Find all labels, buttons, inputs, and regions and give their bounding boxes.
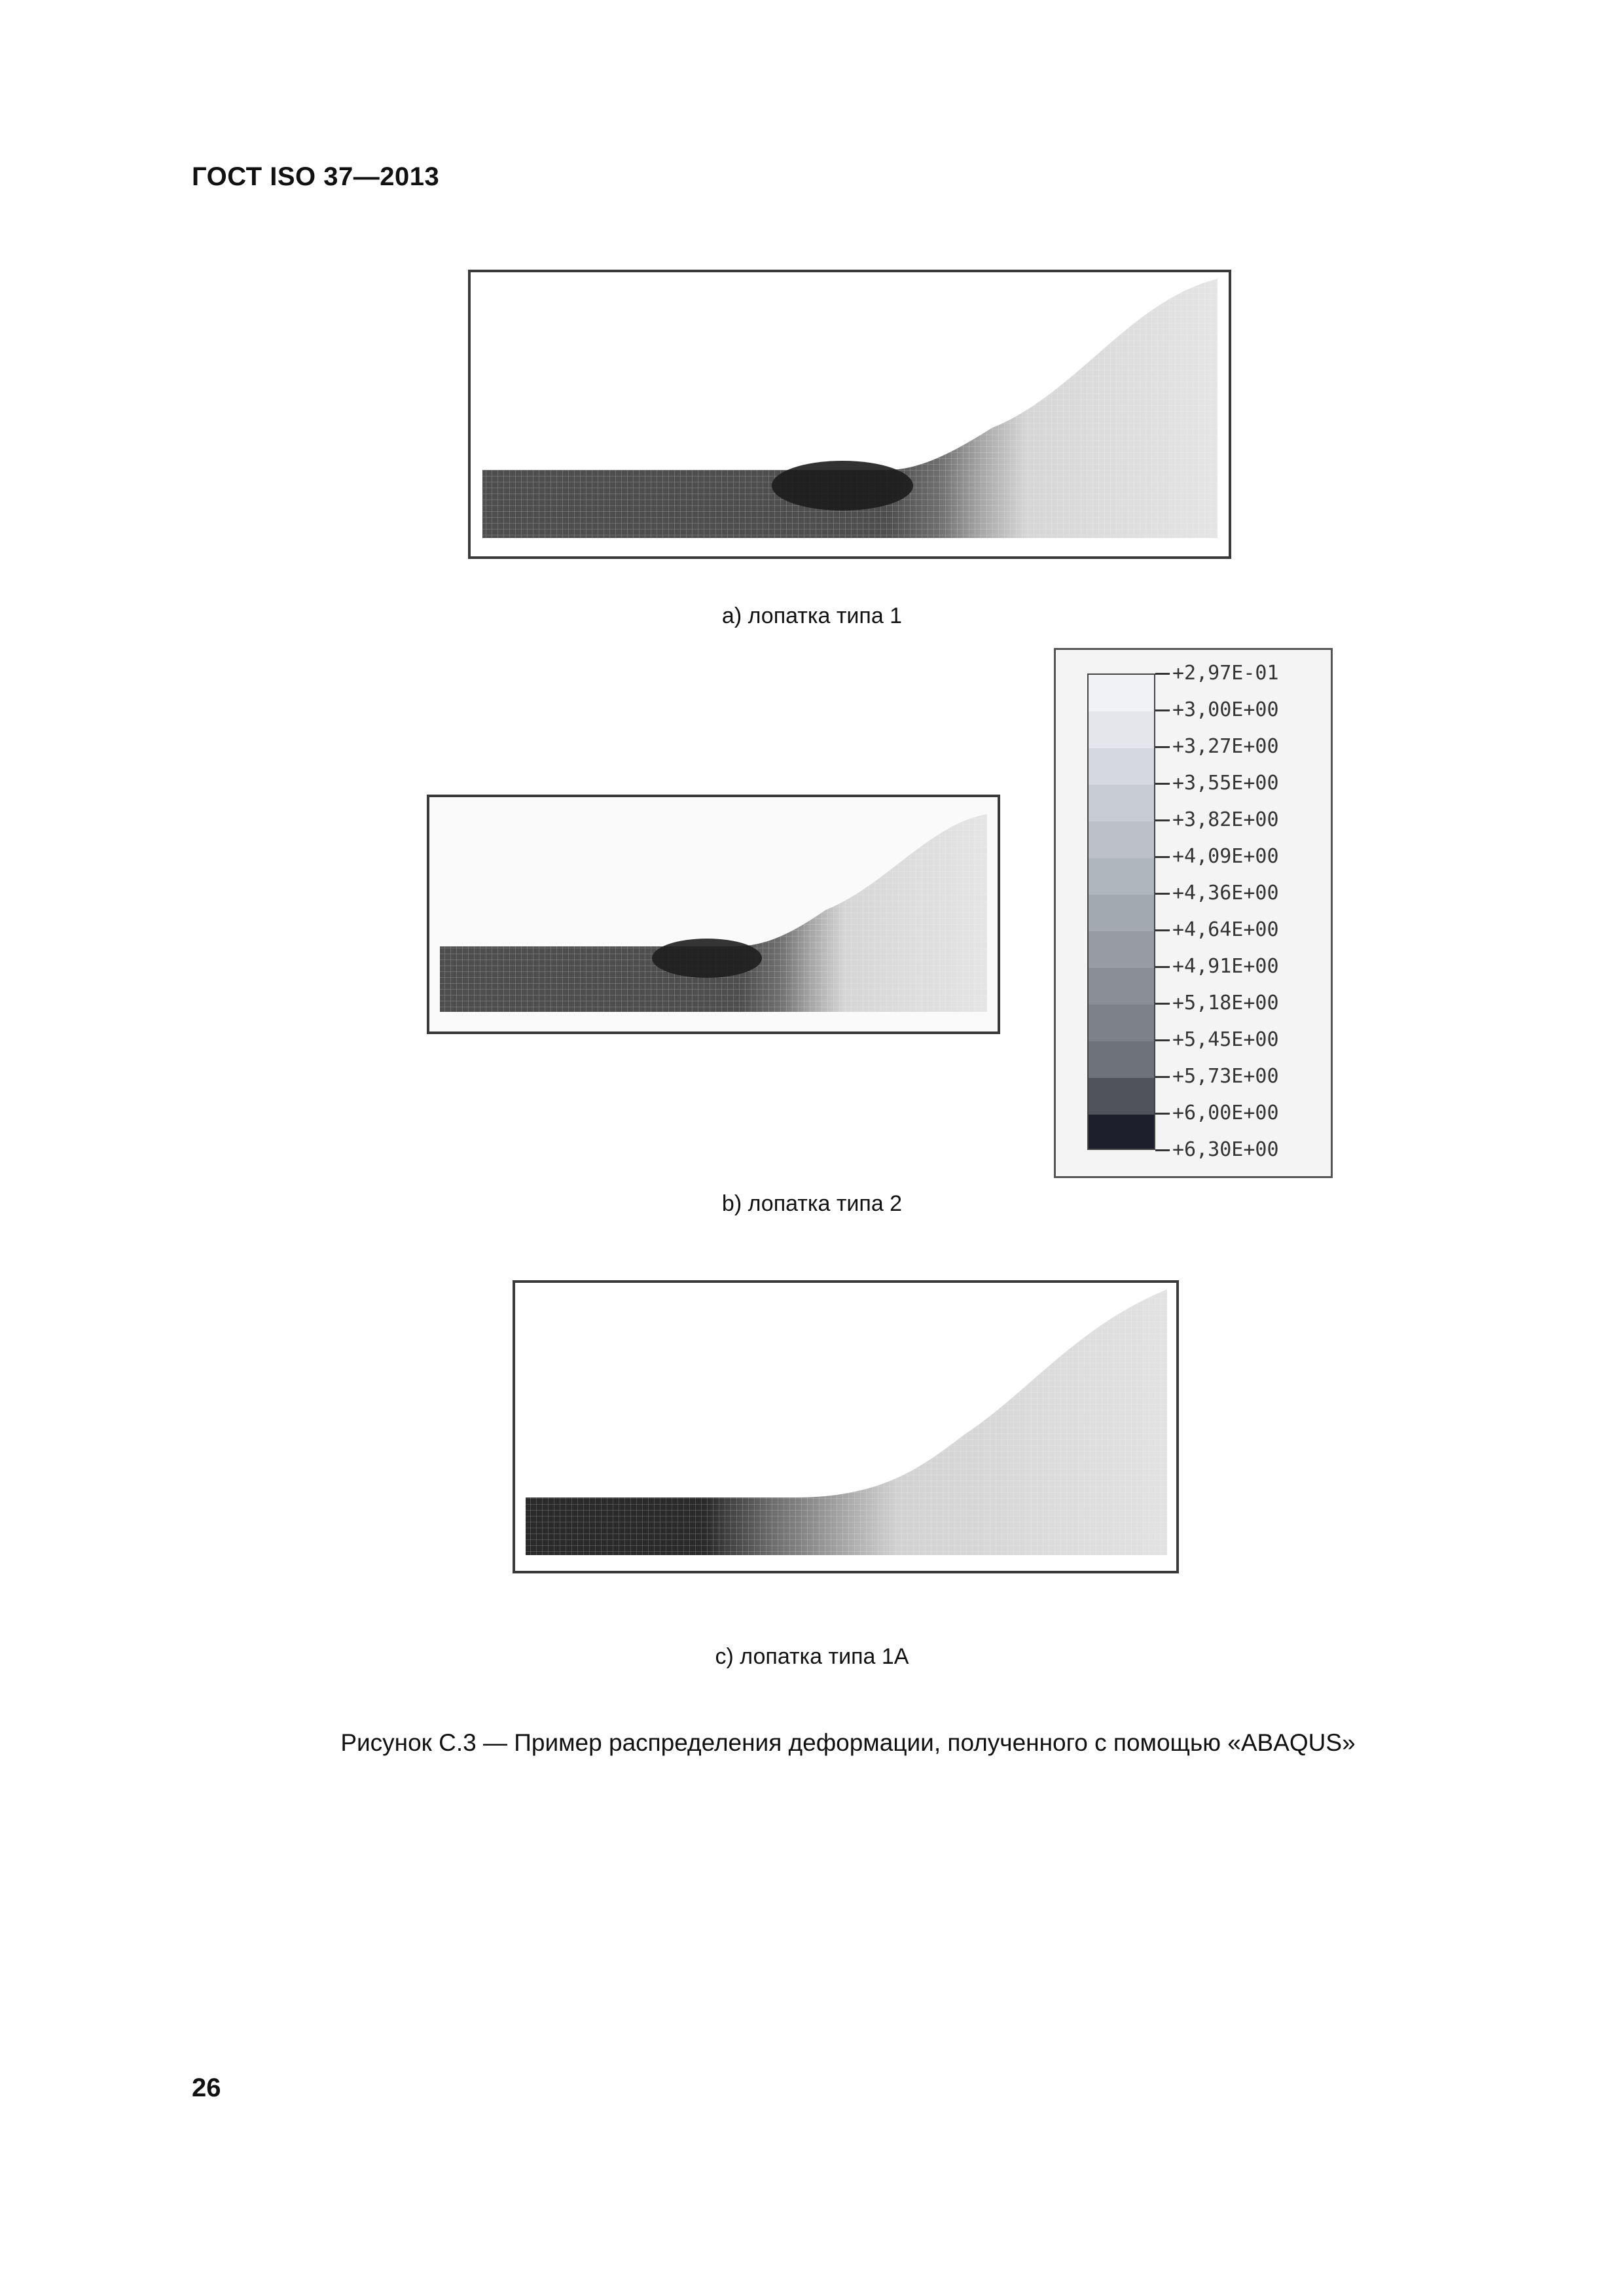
panel-a-strain-plot	[468, 270, 1231, 559]
figure-title: Рисунок С.3 — Пример распределения деформации, полученного с помощью «ABAQUS»	[340, 1729, 1356, 1756]
legend-band	[1089, 821, 1154, 858]
legend-band	[1089, 675, 1154, 711]
strain-hotspot	[772, 461, 913, 511]
legend-label: +5,18E+00	[1155, 990, 1279, 1016]
legend-label: +3,82E+00	[1155, 807, 1279, 833]
strain-legend	[1054, 648, 1333, 1178]
panel-b-caption: b) лопатка типа 2	[721, 1191, 903, 1216]
legend-label: +3,27E+00	[1155, 734, 1279, 760]
legend-color-bar	[1087, 673, 1155, 1150]
legend-band	[1089, 931, 1154, 968]
panel-b-strain-plot	[427, 795, 1000, 1034]
legend-label: +5,73E+00	[1155, 1064, 1279, 1090]
legend-band	[1089, 711, 1154, 748]
legend-band	[1089, 968, 1154, 1005]
legend-band	[1089, 1005, 1154, 1041]
legend-label: +3,55E+00	[1155, 770, 1279, 797]
legend-band	[1089, 1041, 1154, 1078]
legend-band	[1089, 895, 1154, 931]
legend-label: +2,97E-01	[1155, 660, 1279, 687]
legend-band	[1089, 748, 1154, 785]
panel-c-strain-plot	[513, 1280, 1179, 1573]
legend-band	[1089, 1115, 1154, 1149]
legend-label: +4,36E+00	[1155, 880, 1279, 906]
panel-c-caption: с) лопатка типа 1А	[715, 1644, 909, 1669]
legend-band	[1089, 785, 1154, 821]
page-number: 26	[192, 2073, 221, 2102]
legend-label: +6,00E+00	[1155, 1100, 1279, 1126]
legend-label: +4,09E+00	[1155, 844, 1279, 870]
legend-label: +4,64E+00	[1155, 917, 1279, 943]
legend-label: +6,30E+00	[1155, 1137, 1279, 1163]
legend-label: +3,00E+00	[1155, 697, 1279, 723]
legend-label: +4,91E+00	[1155, 954, 1279, 980]
legend-label: +5,45E+00	[1155, 1027, 1279, 1053]
legend-band	[1089, 858, 1154, 895]
panel-a-caption: а) лопатка типа 1	[721, 603, 903, 628]
document-header: ГОСТ ISO 37—2013	[192, 162, 440, 191]
legend-band	[1089, 1078, 1154, 1115]
